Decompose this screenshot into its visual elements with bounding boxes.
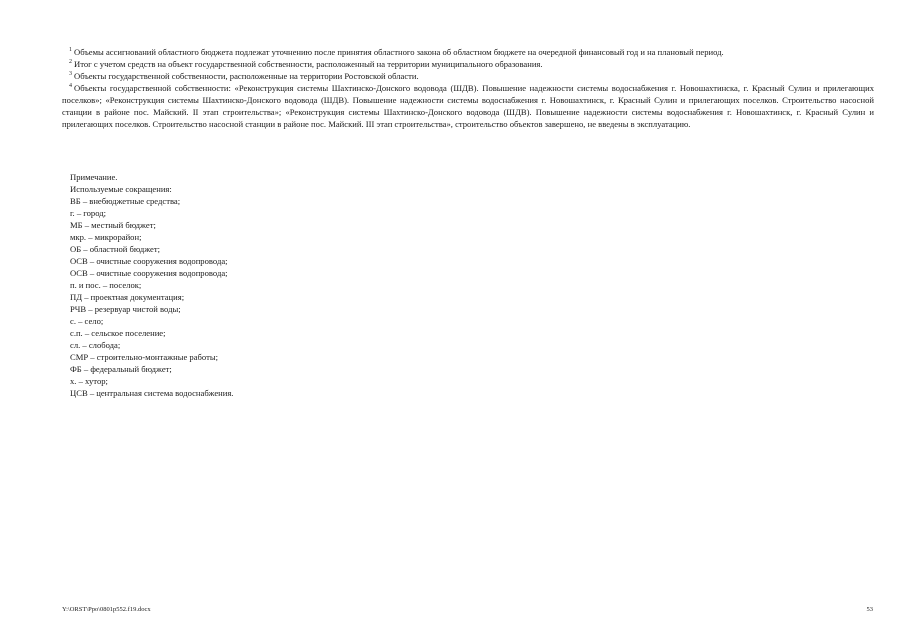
abbreviation-item: ПД – проектная документация; (70, 292, 185, 302)
footnote-1 (62, 46, 874, 58)
abbreviation-item: ФБ – федеральный бюджет; (70, 364, 172, 374)
abbreviation-item: г. – город; (70, 208, 107, 218)
footnotes-block (62, 46, 874, 130)
footnote-text: Объекты государственной собственности: «Реконструкция системы Шахтинско-Донского водовода (ШДВ). Повышение надежности системы водоснабжения г. Новошахтинска, г. Красный Сулин и прилегающих поселков»; «Реконструкция системы Шахтинско-Донского водовода (ШДВ). Повышение надежности системы водоснабжения г. Новошахтинск, г. Красный Сулин и прилегающих поселков. Строительство насосной станции в районе пос. Майский. II этап строительства»; «Реконструкция системы Шахтинско-Донского водовода (ШДВ). Повышение надежности системы водоснабжения г. Новошахтинск, г. Красный Сулин и прилегающих поселков. Строительство насосной станции в районе пос. Майский. III этап строительства», строительство объектов завершено, не введены в эксплуатацию. (62, 83, 874, 129)
abbreviation-item: п. и пос. – поселок; (70, 280, 142, 290)
footnote-4 (62, 82, 874, 130)
abbreviation-item: с. – село; (70, 316, 104, 326)
footnote-mark: 3 (69, 71, 72, 78)
abbreviations-note (70, 171, 490, 399)
page-number: 53 (866, 606, 873, 613)
footnote-mark: 1 (69, 47, 72, 54)
note-heading: Примечание. (70, 172, 118, 182)
footnote-text: Объекты государственной собственности, расположенные на территории Ростовской области. (74, 71, 419, 81)
abbreviation-item: х. – хутор; (70, 376, 108, 386)
note-subheading: Используемые сокращения: (70, 184, 172, 194)
footnote-mark: 4 (69, 83, 72, 90)
abbreviation-item: ЦСВ – центральная система водоснабжения. (70, 388, 234, 398)
abbreviation-item: сл. – слобода; (70, 340, 121, 350)
abbreviation-item: мкр. – микрорайон; (70, 232, 142, 242)
footnote-2 (62, 58, 874, 70)
footnote-mark: 2 (69, 59, 72, 66)
abbreviation-item: ОСВ – очистные сооружения водопровода; (70, 268, 228, 278)
abbreviation-item: РЧВ – резервуар чистой воды; (70, 304, 181, 314)
abbreviation-item: ОБ – областной бюджет; (70, 244, 161, 254)
footnote-text: Объемы ассигнований областного бюджета подлежат уточнению после принятия областного закона об областном бюджете на очередной финансовый год и на плановый период. (74, 47, 724, 57)
abbreviation-item: МБ – местный бюджет; (70, 220, 156, 230)
abbreviation-item: с.п. – сельское поселение; (70, 328, 166, 338)
footnote-3 (62, 70, 874, 82)
abbreviation-item: СМР – строительно-монтажные работы; (70, 352, 219, 362)
abbreviation-item: ОСВ – очистные сооружения водопровода; (70, 256, 228, 266)
footnote-text: Итог с учетом средств на объект государственной собственности, расположенный на территории муниципального образования. (74, 59, 543, 69)
abbreviation-item: ВБ – внебюджетные средства; (70, 196, 181, 206)
footer-file-path: Y:\ORST\Ppo\0801p552.f19.docx (62, 606, 151, 613)
